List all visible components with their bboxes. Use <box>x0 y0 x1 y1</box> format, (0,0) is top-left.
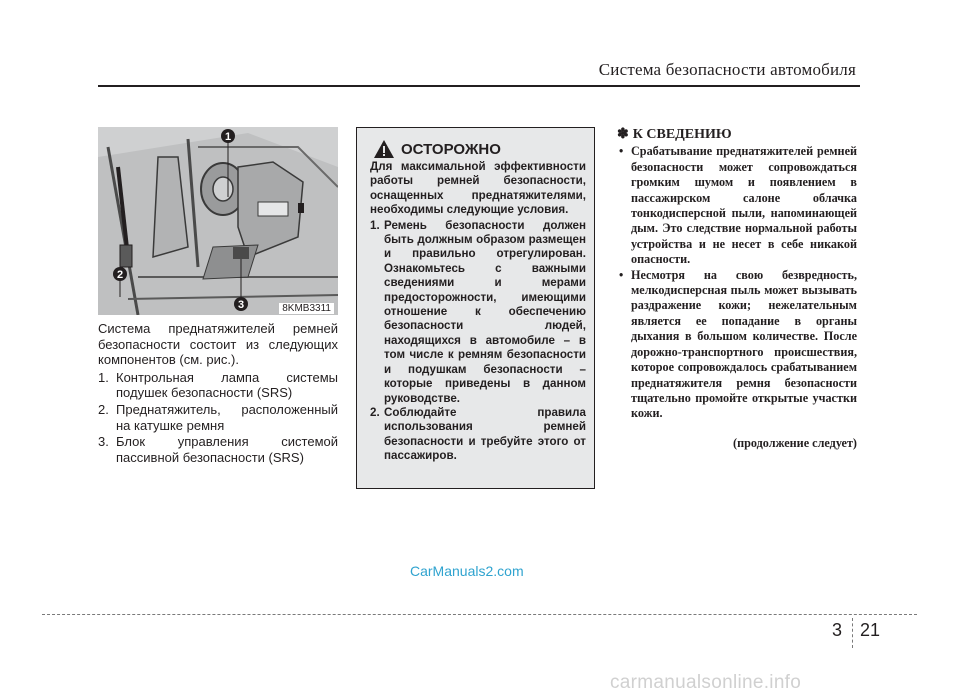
description-intro: Система преднатяжителей ремней безопасности состоит из следующих компонентов (см. рис.). <box>98 321 338 368</box>
car-interior-illustration <box>98 127 338 315</box>
callout-2-icon <box>113 267 127 281</box>
page-number: 21 <box>860 620 881 640</box>
list-item: 2. Соблюдайте правила использования ремней безопасности и требуйте этого от пассажиров. <box>370 405 586 463</box>
chapter-number: 3 <box>832 620 843 640</box>
svg-text:2: 2 <box>116 269 124 281</box>
warning-header <box>373 138 501 160</box>
component-list <box>98 370 338 466</box>
header-rule <box>98 85 860 87</box>
asterisk-icon: ✽ <box>617 127 629 142</box>
continued-note: (продолжение следует) <box>733 435 857 450</box>
list-item: • Несмотря на свою безвредность, мелкодисперсная пыль может вызывать раздражение кожи; нежелательным является ее попадание в органы дыхания в большом количестве. После дорожно-транспортного происшествия, которое сопровождалось срабатыванием преднатяжителя ремня безопасности тщательно промойте открытые участки кожи. <box>619 267 857 421</box>
watermark-link[interactable]: CarManuals2.com <box>410 563 524 579</box>
list-item: 1. Контрольная лампа системы подушек безопасности (SRS) <box>98 369 338 401</box>
figure-code: 8KMB3311 <box>279 303 334 314</box>
callout-3-icon <box>234 297 248 311</box>
notice-list <box>617 144 857 421</box>
warning-intro: Для максимальной эффективности работы ремней безопасности, оснащенных преднатяжителями, необходимы следующие условия. <box>370 160 586 217</box>
page-header-title: Система безопасности автомобиля <box>598 60 856 79</box>
notice-section <box>617 127 857 451</box>
list-item: 3. Блок управления системой пассивной безопасности (SRS) <box>98 434 338 465</box>
bottom-watermark: carmanualsonline.info <box>610 672 802 693</box>
footer-rule <box>42 614 917 615</box>
svg-text:3: 3 <box>237 299 245 311</box>
list-item: 1. Ремень безопасности должен быть должным образом размещен и правильно отрегулирован. Ознакомьтесь с важными сведениями и мерами предосторожности, имеющими отношение к обеспечению безопасности людей, находящихся в автомобиле – в том числе к ремням безопасности и подушкам безопасности – которые приведены в данном руководстве. <box>370 218 586 405</box>
list-item: • Срабатывание преднатяжителей ремней безопасности может сопровождаться громким шумом и появлением в пассажирском салоне облачка тонкодисперсной пыли, напоминающей дым. Это следствие нормальной работы устройства и не несет в себе никакой опасности. <box>619 144 857 267</box>
warning-body <box>370 160 586 464</box>
notice-title-text: К СВЕДЕНИЮ <box>632 127 732 142</box>
callout-1-icon <box>221 129 235 143</box>
footer-divider <box>852 618 853 648</box>
warning-box <box>356 127 595 489</box>
notice-title <box>617 127 857 142</box>
list-item: 2. Преднатяжитель, расположенный на катушке ремня <box>98 401 338 433</box>
warning-list <box>370 219 586 464</box>
warning-title: ОСТОРОЖНО <box>401 140 501 158</box>
pretensioner-description <box>98 321 338 466</box>
seatbelt-pretensioner-figure <box>98 127 338 315</box>
svg-text:1: 1 <box>224 131 232 143</box>
warning-triangle-icon <box>373 139 395 159</box>
